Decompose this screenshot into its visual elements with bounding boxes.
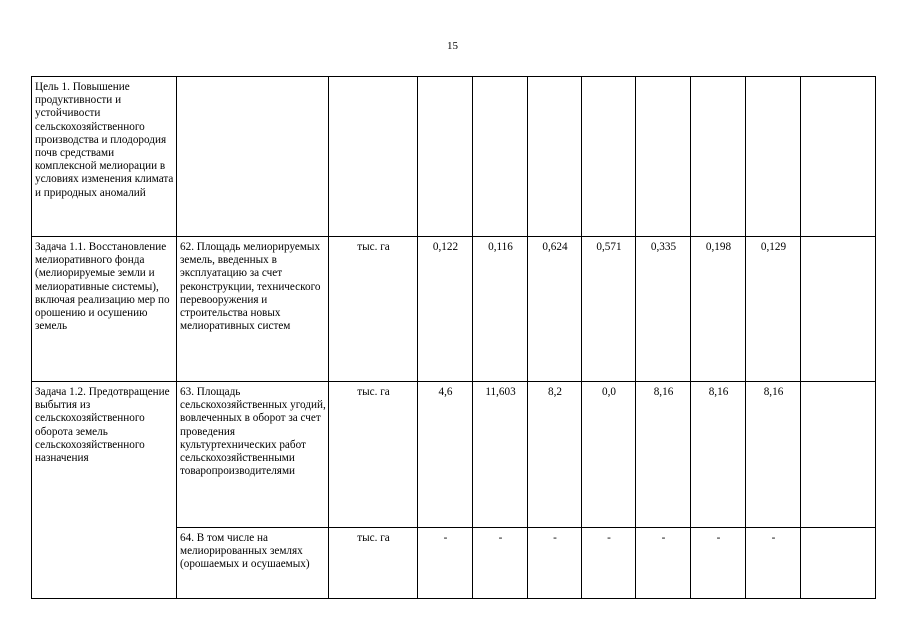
value-cell: 0,0 xyxy=(582,382,636,528)
indicator-row-63 xyxy=(32,382,876,528)
indicators-table xyxy=(31,76,876,599)
goal-cell: Цель 1. Повышение продуктивности и устойчивости сельскохозяйственного производства и плодородия почв средствами комплексной мелиорации в условиях изменения климата и природных аномалий xyxy=(32,77,177,237)
unit-cell: тыс. га xyxy=(329,382,418,528)
value-cell: 8,16 xyxy=(746,382,801,528)
value-cell: 0,198 xyxy=(691,237,746,382)
empty-cell xyxy=(801,382,876,528)
value-cell: 0,571 xyxy=(582,237,636,382)
empty-cell xyxy=(801,237,876,382)
value-cell: 0,122 xyxy=(418,237,473,382)
empty-cell xyxy=(177,77,329,237)
value-cell: 0,116 xyxy=(473,237,528,382)
value-cell: 11,603 xyxy=(473,382,528,528)
page-number: 15 xyxy=(447,40,458,52)
value-cell: 8,16 xyxy=(636,382,691,528)
empty-cell xyxy=(691,77,746,237)
value-cell: 4,6 xyxy=(418,382,473,528)
empty-cell xyxy=(582,77,636,237)
empty-cell xyxy=(473,77,528,237)
value-cell: 0,129 xyxy=(746,237,801,382)
value-cell: - xyxy=(473,528,528,599)
empty-cell xyxy=(636,77,691,237)
indicator-name: 62. Площадь мелиорируемых земель, введенных в эксплуатацию за счет реконструкции, технического перевооружения и строительства новых мелиоративных систем xyxy=(177,237,329,382)
value-cell: 0,624 xyxy=(528,237,582,382)
task-cell: Задача 1.1. Восстановление мелиоративного фонда (мелиорируемые земли и мелиоративные системы), включая реализацию мер по орошению и осушению земель xyxy=(32,237,177,382)
indicator-row-62 xyxy=(32,237,876,382)
value-cell: 0,335 xyxy=(636,237,691,382)
empty-cell xyxy=(801,528,876,599)
unit-cell: тыс. га xyxy=(329,237,418,382)
task-cell: Задача 1.2. Предотвращение выбытия из сельскохозяйственного оборота земель сельскохозяйственного назначения xyxy=(32,382,177,599)
value-cell: - xyxy=(746,528,801,599)
value-cell: - xyxy=(636,528,691,599)
value-cell: - xyxy=(691,528,746,599)
goal-row xyxy=(32,77,876,237)
empty-cell xyxy=(329,77,418,237)
indicator-name: 63. Площадь сельскохозяйственных угодий, вовлеченных в оборот за счет проведения культуртехнических работ сельскохозяйственными товаропроизводителями xyxy=(177,382,329,528)
value-cell: 8,16 xyxy=(691,382,746,528)
empty-cell xyxy=(801,77,876,237)
value-cell: 8,2 xyxy=(528,382,582,528)
value-cell: - xyxy=(528,528,582,599)
empty-cell xyxy=(746,77,801,237)
value-cell: - xyxy=(418,528,473,599)
unit-cell: тыс. га xyxy=(329,528,418,599)
empty-cell xyxy=(528,77,582,237)
indicator-name: 64. В том числе на мелиорированных землях (орошаемых и осушаемых) xyxy=(177,528,329,599)
value-cell: - xyxy=(582,528,636,599)
empty-cell xyxy=(418,77,473,237)
